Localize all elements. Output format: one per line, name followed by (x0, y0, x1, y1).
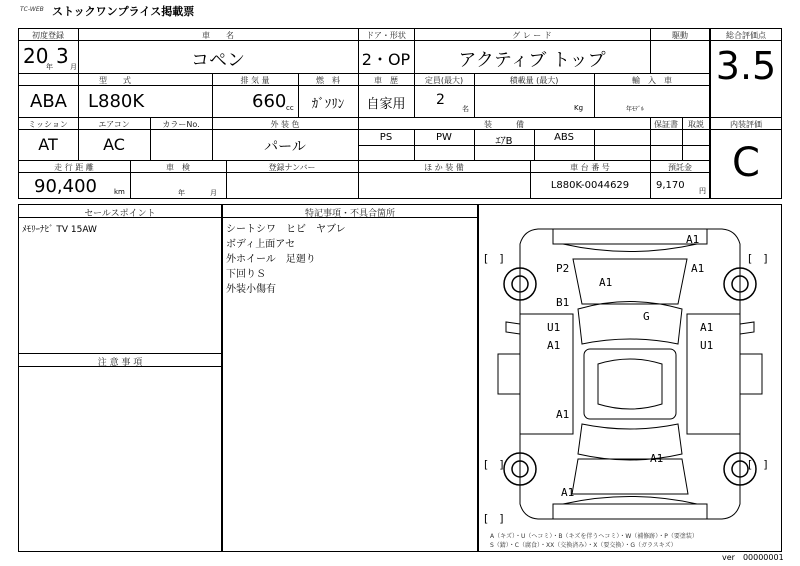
damage-mark: P2 (556, 262, 570, 275)
inspection-month-unit: 月 (210, 189, 217, 197)
special-notes-label: 特記事項・不具合箇所 (304, 209, 395, 219)
inspection-label: 車 検 (166, 163, 190, 172)
reg-year: 20 (23, 44, 49, 68)
mission: AT (38, 135, 58, 154)
bracket-bl: [ ] (484, 458, 504, 471)
model-label: 型 式 (99, 76, 131, 85)
damage-mark: A1 (556, 408, 570, 421)
car-diagram (478, 204, 782, 534)
reg-month-unit: 月 (70, 63, 77, 71)
deposit: 9,170 (656, 180, 685, 191)
mileage-unit: km (114, 188, 125, 196)
version: ver 00000001 (722, 553, 784, 562)
model: L880K (88, 91, 145, 112)
import-year-unit: 年ﾓﾃﾞﾙ (626, 106, 645, 113)
bracket-br: [ ] (748, 458, 768, 471)
caution-label: 注 意 事 項 (97, 358, 143, 368)
mileage-label: 走 行 距 離 (54, 163, 94, 172)
tc-web-logo: TC-WEB (20, 6, 44, 13)
overall-score: 3.5 (715, 44, 777, 88)
sales-point-text: ﾒﾓﾘｰﾅﾋﾞ TV 15AW (22, 225, 97, 235)
damage-mark: A1 (547, 339, 561, 352)
drive-label: 駆動 (672, 31, 688, 40)
displacement-unit: cc (286, 104, 294, 112)
history-label: 車 歴 (374, 76, 398, 85)
inspection-year-unit: 年 (178, 189, 185, 197)
chassis-no-label: 車 台 番 号 (570, 163, 610, 172)
overall-score-label: 総合評価点 (726, 31, 766, 40)
aircon: AC (103, 135, 125, 154)
model-prefix: ABA (30, 91, 67, 112)
deposit-unit: 円 (699, 187, 706, 195)
damage-mark: A1 (561, 486, 575, 499)
aircon-label: エアコン (98, 120, 130, 129)
damage-mark: A1 (650, 452, 664, 465)
note-3: 外ホイール 足廻り (226, 254, 316, 265)
interior-score: C (732, 140, 760, 186)
bracket-tl: [ ] (484, 252, 504, 265)
damage-mark: U1 (700, 339, 714, 352)
load-unit: Kg (574, 104, 584, 112)
capacity: 2 (436, 92, 445, 108)
sales-point-box (18, 204, 222, 552)
exterior-color: パール (264, 139, 306, 155)
damage-mark: B1 (556, 296, 570, 309)
car-name-label: 車 名 (202, 31, 234, 40)
displacement: 660 (252, 91, 287, 112)
damage-mark: A1 (686, 233, 700, 246)
equip-airbag: ｴｱB (495, 136, 513, 147)
first-reg-label: 初度登録 (32, 31, 64, 40)
equipment-label: 装 備 (484, 120, 524, 129)
warranty-label: 保証書 (654, 120, 678, 129)
equip-pw: PW (436, 132, 452, 143)
equip-ps: PS (379, 132, 393, 143)
other-equipment-label: ほ か 装 備 (424, 163, 464, 172)
reg-month: 3 (56, 44, 69, 68)
color-no-label: カラーNo. (162, 120, 200, 129)
note-4: 下回りＳ (226, 269, 266, 280)
deposit-label: 預託金 (668, 163, 692, 172)
exterior-color-label: 外 装 色 (270, 120, 300, 129)
damage-mark: A1 (700, 321, 714, 334)
fuel-label: 燃 料 (316, 76, 340, 85)
displacement-label: 排 気 量 (240, 76, 270, 85)
legend-line-2: S（錆）・C（腐食）・XX（交換済み）・X（要交換）・G（ガラスキズ） (490, 542, 677, 549)
door-shape: 2・OP (361, 50, 411, 69)
mission-label: ミッション (28, 120, 68, 129)
grade-label: グ レ ー ド (512, 31, 552, 40)
damage-mark: A1 (599, 276, 613, 289)
damage-mark: A1 (691, 262, 705, 275)
note-1: シートシワ ヒビ ヤブレ (226, 224, 346, 235)
import-label: 輸 入 車 (632, 76, 672, 85)
chassis-no: L880K-0044629 (550, 180, 630, 191)
mileage: 90,400 (34, 176, 97, 197)
note-2: ボディ上面アセ (226, 239, 296, 250)
car-name: コペン (191, 50, 245, 71)
damage-mark: U1 (547, 321, 561, 334)
door-shape-label: ドア・形状 (366, 31, 406, 40)
plate-label: 登録ナンバー (268, 163, 316, 172)
capacity-label: 定員(最大) (424, 76, 464, 85)
interior-score-label: 内装評価 (730, 120, 762, 129)
reg-year-unit: 年 (46, 63, 53, 71)
history: 自家用 (366, 97, 406, 112)
manual-label: 取説 (688, 120, 704, 129)
equip-abs: ABS (554, 132, 574, 143)
legend-line-1: A（キズ）・U（ヘコミ）・B（キズを伴うヘコミ）・W（補修跡）・P（要塗装） (490, 533, 698, 540)
page-title: ストックワンプライス掲載票 (52, 5, 195, 18)
grade: アクティブ トップ (458, 50, 606, 71)
bracket-tr: [ ] (748, 252, 768, 265)
bracket-bottom: [ ] (484, 512, 504, 525)
damage-mark: G (643, 310, 650, 323)
note-5: 外装小傷有 (226, 284, 276, 295)
fuel: ｶﾞｿﾘﾝ (311, 97, 345, 112)
capacity-unit: 名 (462, 105, 469, 113)
sales-point-label: セールスポイント (84, 209, 156, 219)
load-label: 積載量 (最大) (509, 76, 559, 85)
